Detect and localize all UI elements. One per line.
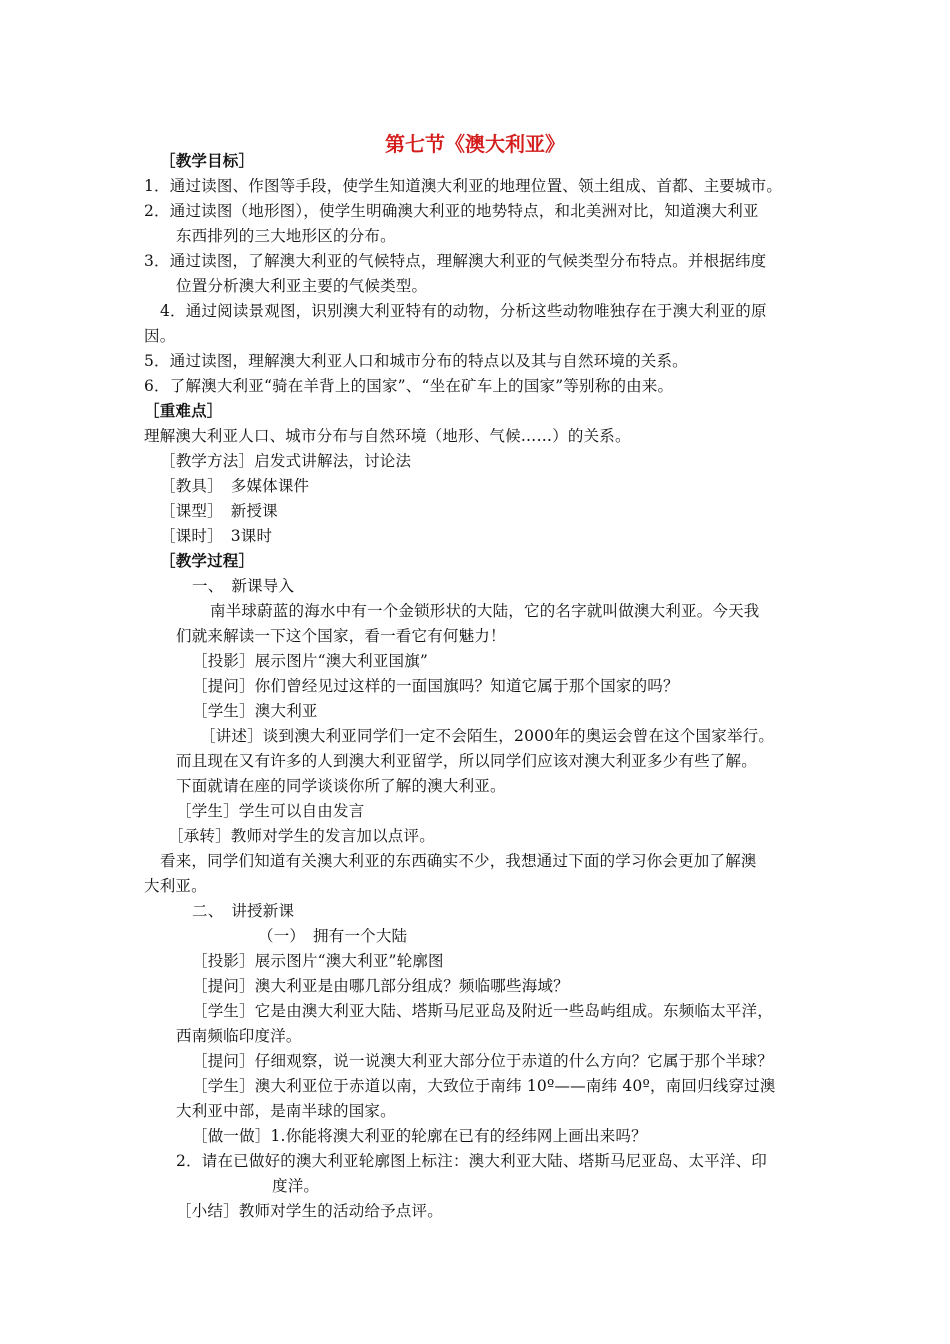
section-heading: 二、 讲授新课 xyxy=(192,902,295,920)
paragraph-line: ［提问］仔细观察，说一说澳大利亚大部分位于赤道的什么方向？它属于那个半球？ xyxy=(192,1052,773,1070)
paragraph-line: ［小结］教师对学生的活动给予点评。 xyxy=(176,1202,443,1220)
paragraph-line: 位置分析澳大利亚主要的气候类型。 xyxy=(176,277,428,295)
heading-teaching-goals: ［教学目标］ xyxy=(160,151,255,170)
paragraph-line: ［讲述］谈到澳大利亚同学们一定不会陌生，2000年的奥运会曾在这个国家举行。 xyxy=(200,727,775,745)
paragraph-line: 4．通过阅读景观图，识别澳大利亚特有的动物，分析这些动物唯独存在于澳大利亚的原 xyxy=(160,302,767,320)
paragraph-line: 大利亚中部，是南半球的国家。 xyxy=(176,1102,396,1120)
teaching-aids-line: ［教具］ 多媒体课件 xyxy=(160,477,310,495)
paragraph-line: 而且现在又有许多的人到澳大利亚留学，所以同学们应该对澳大利亚多少有些了解。 xyxy=(176,752,757,770)
paragraph-line: 南半球蔚蓝的海水中有一个金锁形状的大陆，它的名字就叫做澳大利亚。今天我 xyxy=(210,602,760,620)
teaching-method-line: ［教学方法］启发式讲解法，讨论法 xyxy=(160,452,412,470)
paragraph-line: 下面就请在座的同学谈谈你所了解的澳大利亚。 xyxy=(176,777,506,795)
paragraph-line: ［提问］你们曾经见过这样的一面国旗吗？知道它属于那个国家的吗？ xyxy=(192,677,679,695)
paragraph-line: ［学生］澳大利亚 xyxy=(192,702,318,720)
paragraph-line: ［投影］展示图片“澳大利亚国旗” xyxy=(192,652,429,670)
paragraph-line: 2．通过读图（地形图），使学生明确澳大利亚的地势特点，和北美洲对比，知道澳大利亚 xyxy=(144,202,759,220)
paragraph-line: 西南频临印度洋。 xyxy=(176,1027,302,1045)
paragraph-line: 3．通过读图，了解澳大利亚的气候特点，理解澳大利亚的气候类型分布特点。并根据纬度 xyxy=(144,252,767,270)
paragraph-line: ［学生］学生可以自由发言 xyxy=(176,802,365,820)
paragraph-line: 6．了解澳大利亚“骑在羊背上的国家”、“坐在矿车上的国家”等别称的由来。 xyxy=(144,377,674,395)
paragraph-line: 1．通过读图、作图等手段，使学生知道澳大利亚的地理位置、领土组成、首都、主要城市。 xyxy=(144,177,783,195)
paragraph-line: 因。 xyxy=(144,327,176,345)
page-title: 第七节《澳大利亚》 xyxy=(385,132,565,156)
section-heading: 一、 新课导入 xyxy=(192,577,295,595)
heading-key-points: ［重难点］ xyxy=(144,401,223,420)
paragraph-line: 东西排列的三大地形区的分布。 xyxy=(176,227,396,245)
paragraph-line: 理解澳大利亚人口、城市分布与自然环境（地形、气候……）的关系。 xyxy=(144,427,631,445)
paragraph-line: ［提问］澳大利亚是由哪几部分组成？频临哪些海域？ xyxy=(192,977,569,995)
paragraph-line: 大利亚。 xyxy=(144,877,207,895)
paragraph-line: ［学生］澳大利亚位于赤道以南，大致位于南纬 10º——南纬 40º，南回归线穿过澳 xyxy=(192,1077,776,1095)
paragraph-line: ［做一做］1.你能将澳大利亚的轮廓在已有的经纬网上画出来吗？ xyxy=(192,1127,647,1145)
paragraph-line: 看来，同学们知道有关澳大利亚的东西确实不少，我想通过下面的学习你会更加了解澳 xyxy=(160,852,757,870)
heading-teaching-process: ［教学过程］ xyxy=(160,551,255,570)
lesson-type-line: ［课型］ 新授课 xyxy=(160,502,278,520)
paragraph-line: 度洋。 xyxy=(272,1177,320,1195)
paragraph-line: 5．通过读图，理解澳大利亚人口和城市分布的特点以及其与自然环境的关系。 xyxy=(144,352,688,370)
paragraph-line: ［承转］教师对学生的发言加以点评。 xyxy=(168,827,435,845)
subsection-heading: （一） 拥有一个大陆 xyxy=(258,927,408,945)
paragraph-line: ［投影］展示图片“澳大利亚”轮廓图 xyxy=(192,952,444,970)
paragraph-line: 们就来解读一下这个国家，看一看它有何魅力！ xyxy=(176,627,506,645)
paragraph-line: 2．请在已做好的澳大利亚轮廓图上标注：澳大利亚大陆、塔斯马尼亚岛、太平洋、印 xyxy=(176,1152,767,1170)
lesson-hours-line: ［课时］ 3课时 xyxy=(160,527,273,545)
paragraph-line: ［学生］它是由澳大利亚大陆、塔斯马尼亚岛及附近一些岛屿组成。东频临太平洋， xyxy=(192,1002,773,1020)
